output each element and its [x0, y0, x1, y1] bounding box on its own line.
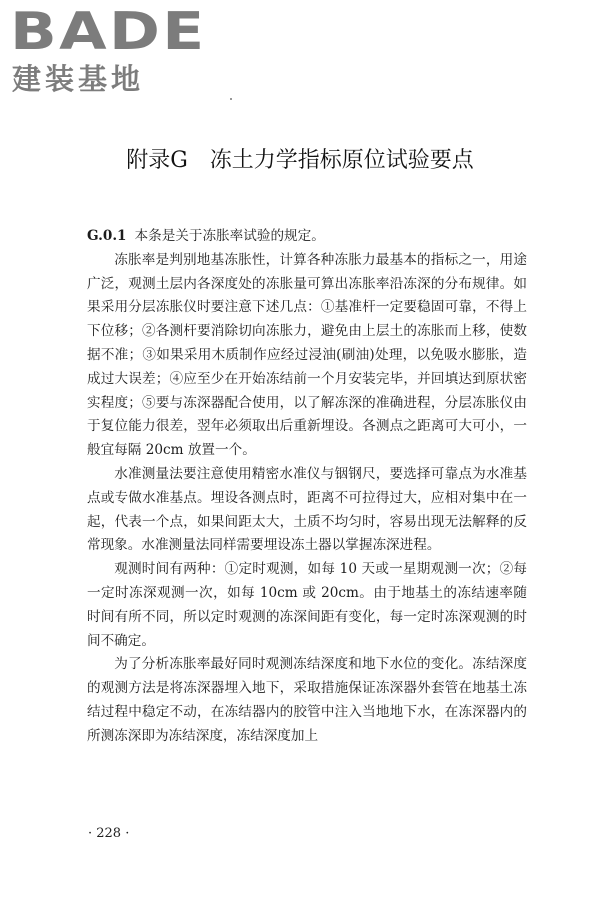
bade-logo [10, 2, 207, 96]
page-title: 附录G 冻土力学指标原位试验要点 [126, 148, 474, 173]
clause-text: 本条是关于冻胀率试验的规定。 [134, 228, 325, 244]
page-number: · 228 · [88, 826, 130, 841]
body-text [87, 225, 527, 749]
paragraph-frost-heave: 冻胀率是判别地基冻胀性，计算各种冻胀力最基本的指标之一，用途广泛，观测土层内各深度处的冻胀量可算出冻胀率沿冻深的分布规律。如果采用分层冻胀仪时要注意下述几点：①基准杆一定要稳固可靠，不得上下位移；②各测杆要消除切向冻胀力，避免由上层土的冻胀而上移，使数据不准；③如果采用木质制作应经过浸油(刷油)处理，以免吸水膨胀，造成过大误差；④应至少在开始冻结前一个月安装完毕，并回填达到原状密实程度；⑤要与冻深器配合使用，以了解冻深的准确进程，分层冻胀仪由于复位能力很差，翌年必须取出后重新埋设。各测点之距离可大可小，一般宜每隔 20cm 放置一个。 [87, 251, 527, 459]
logo-wordmark: BADE [10, 2, 207, 62]
clause-number: G.0.1 [87, 228, 127, 244]
paragraph-observation-time: 观测时间有两种：①定时观测，如每 10 天或一星期观测一次；②每一定时冻深观测一次，如每 10cm 或 20cm。由于地基土的冻结速率随时间有所不同，所以定时观测的冻深间距有变化，每一定时冻深观测的时间不确定。 [87, 561, 527, 649]
decorative-dot [230, 98, 232, 100]
paragraph-freeze-depth: 为了分析冻胀率最好同时观测冻结深度和地下水位的变化。冻结深度的观测方法是将冻深器埋入地下，采取措施保证冻深器外套管在地基土冻结过程中稳定不动，在冻结器内的胶管中注入当地地下水，在冻深器内的所测冻深即为冻结深度，冻结深度加上 [87, 656, 527, 744]
clause-paragraph [87, 225, 527, 249]
logo-subtitle: 建装基地 [12, 62, 145, 96]
paragraph-leveling: 水准测量法要注意使用精密水准仪与铟钢尺，要选择可靠点为水准基点或专做水准基点。埋设各测点时，距离不可拉得过大，应相对集中在一起，代表一个点，如果间距太大，土质不均匀时，容易出现无法解释的反常现象。水准测量法同样需要埋设冻土器以掌握冻深进程。 [87, 465, 527, 554]
